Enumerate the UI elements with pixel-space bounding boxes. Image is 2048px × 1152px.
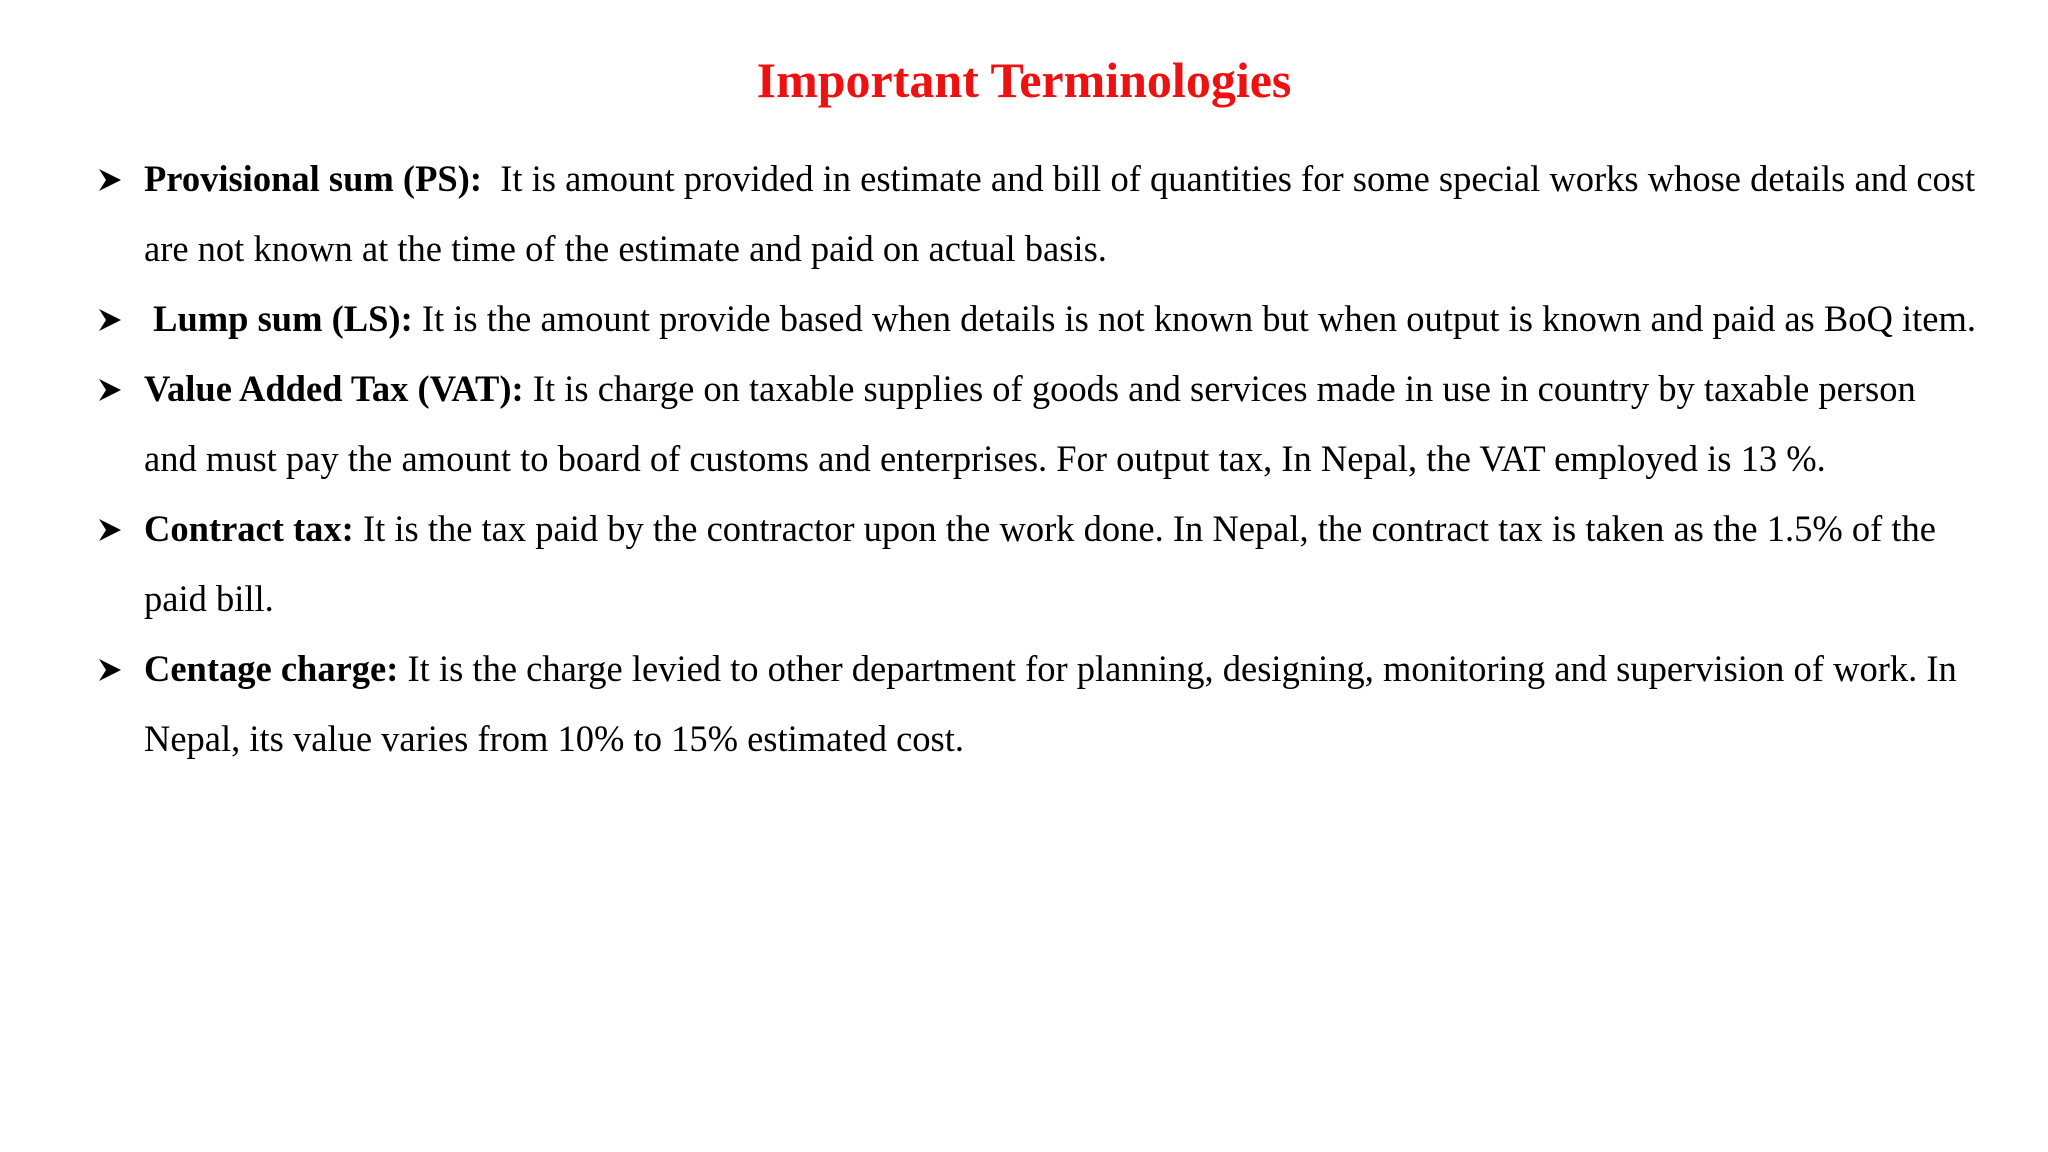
term-label: Lump sum (LS):: [153, 298, 413, 339]
term-label: Value Added Tax (VAT):: [144, 368, 524, 409]
term-lump-sum: [96, 284, 1976, 354]
term-centage-charge: [96, 634, 1976, 774]
slide-title: Important Terminologies: [756, 52, 1292, 108]
term-definition: It is the amount provide based when details is not known but when output is known and paid as BoQ item.: [421, 298, 1976, 339]
term-value-added-tax: [96, 354, 1976, 494]
term-provisional-sum: [96, 144, 1976, 284]
arrow-bullet-icon: [98, 658, 122, 682]
arrow-bullet-icon: [98, 518, 122, 542]
arrow-bullet-icon: [98, 168, 122, 192]
term-contract-tax: [96, 494, 1976, 634]
term-definition: It is charge on taxable supplies of goods and services made in use in country by taxable person and must pay the amount to board of customs and enterprises. For output tax, In Nepal, the VAT employed is 13 %.: [144, 368, 1916, 479]
term-definition: It is amount provided in estimate and bill of quantities for some special works whose details and cost are not known at the time of the estimate and paid on actual basis.: [144, 158, 1976, 269]
arrow-bullet-icon: [98, 308, 122, 332]
term-label: Centage charge:: [144, 648, 399, 689]
term-label: Provisional sum (PS):: [144, 158, 482, 199]
arrow-bullet-icon: [98, 378, 122, 402]
term-definition: It is the charge levied to other department for planning, designing, monitoring and supervision of work. In Nepal, its value varies from 10% to 15% estimated cost.: [144, 648, 1957, 759]
terminology-list: [96, 144, 1976, 774]
term-definition: It is the tax paid by the contractor upon the work done. In Nepal, the contract tax is taken as the 1.5% of the paid bill.: [144, 508, 1937, 619]
term-label: Contract tax:: [144, 508, 354, 549]
